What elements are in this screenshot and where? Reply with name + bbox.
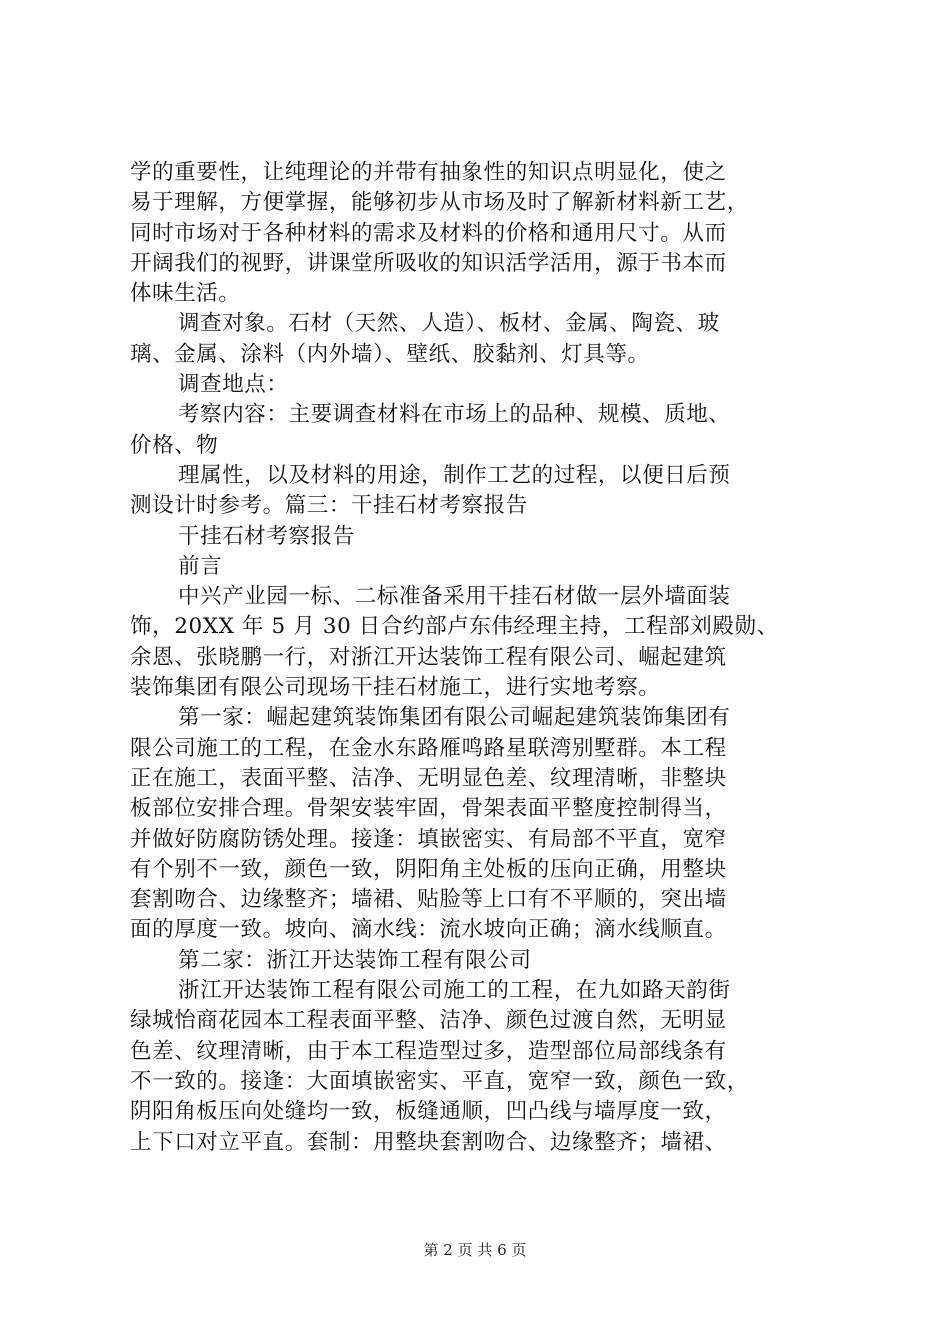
text-line: 阴阳角板压向处缝均一致，板缝通顺，凹凸线与墙厚度一致， xyxy=(130,1099,727,1125)
text-line: 学的重要性，让纯理论的并带有抽象性的知识点明显化，使之 xyxy=(130,160,727,185)
text-line: 绿城怡商花园本工程表面平整、洁净、颜色过渡自然，无明显 xyxy=(130,1008,727,1034)
section-heading: 干挂石材考察报告 xyxy=(178,523,355,549)
text-line: 色差、纹理清晰，由于本工程造型过多，造型部位局部线条有 xyxy=(130,1038,727,1064)
text-line: 浙江开达装饰工程有限公司施工的工程，在九如路天韵街 xyxy=(178,978,731,1004)
text-line: 饰，20XX 年 5 月 30 日合约部卢东伟经理主持，工程部刘殿勋、 xyxy=(130,614,779,640)
page-number-footer: 第 2 页 共 6 页 xyxy=(423,1241,527,1259)
text-line: 面的厚度一致。坡向、滴水线：流水坡向正确；滴水线顺直。 xyxy=(130,917,727,943)
text-line: 第二家：浙江开达装饰工程有限公司 xyxy=(178,947,532,973)
text-line: 价格、物 xyxy=(130,432,219,458)
text-line: 第一家：崛起建筑装饰集团有限公司崛起建筑装饰集团有 xyxy=(178,705,731,731)
body-text xyxy=(130,158,835,1158)
text-line: 调查地点： xyxy=(178,372,289,398)
text-line: 开阔我们的视野，讲课堂所吸收的知识活学活用，源于书本而 xyxy=(130,250,727,276)
text-line: 同时市场对于各种材料的需求及材料的价格和通用尺寸。从而 xyxy=(130,220,727,246)
text-line: 有个别不一致，颜色一致，阴阳角主处板的压向正确，用整块 xyxy=(130,856,727,882)
text-line: 调查对象。石材（天然、人造）、板材、金属、陶瓷、玻 xyxy=(178,311,720,337)
text-line: 上下口对立平直。套制：用整块套割吻合、边缘整齐；墙裙、 xyxy=(130,1129,727,1155)
text-line: 并做好防腐防锈处理。接逢：填嵌密实、有局部不平直，宽窄 xyxy=(130,826,727,852)
text-line: 理属性，以及材料的用途，制作工艺的过程，以便日后预 xyxy=(178,462,731,488)
text-line: 限公司施工的工程，在金水东路雁鸣路星联湾别墅群。本工程 xyxy=(130,735,727,761)
text-line: 正在施工，表面平整、洁净、无明显色差、纹理清晰，非整块 xyxy=(130,765,727,791)
text-line: 套割吻合、边缘整齐；墙裙、贴脸等上口有不平顺的，突出墙 xyxy=(130,887,727,913)
text-line: 不一致的。接逢：大面填嵌密实、平直，宽窄一致，颜色一致， xyxy=(130,1068,749,1094)
section-heading: 前言 xyxy=(178,553,223,579)
text-line: 璃、金属、涂料（内外墙）、壁纸、胶黏剂、灯具等。 xyxy=(130,341,650,367)
text-line: 体味生活。 xyxy=(130,281,241,307)
text-line: 考察内容：主要调查材料在市场上的品种、规模、质地、 xyxy=(178,402,731,428)
text-line: 易于理解，方便掌握，能够初步从市场及时了解新材料新工艺， xyxy=(130,190,749,216)
text-line: 板部位安排合理。骨架安装牢固，骨架表面平整度控制得当， xyxy=(130,796,727,822)
text-line: 装饰集团有限公司现场干挂石材施工，进行实地考察。 xyxy=(130,675,661,701)
text-line: 测设计时参考。篇三：干挂石材考察报告 xyxy=(130,493,528,519)
text-line: 余恩、张晓鹏一行，对浙江开达装饰工程有限公司、崛起建筑 xyxy=(130,644,727,670)
text-line: 中兴产业园一标、二标准备采用干挂石材做一层外墙面装 xyxy=(178,584,731,610)
